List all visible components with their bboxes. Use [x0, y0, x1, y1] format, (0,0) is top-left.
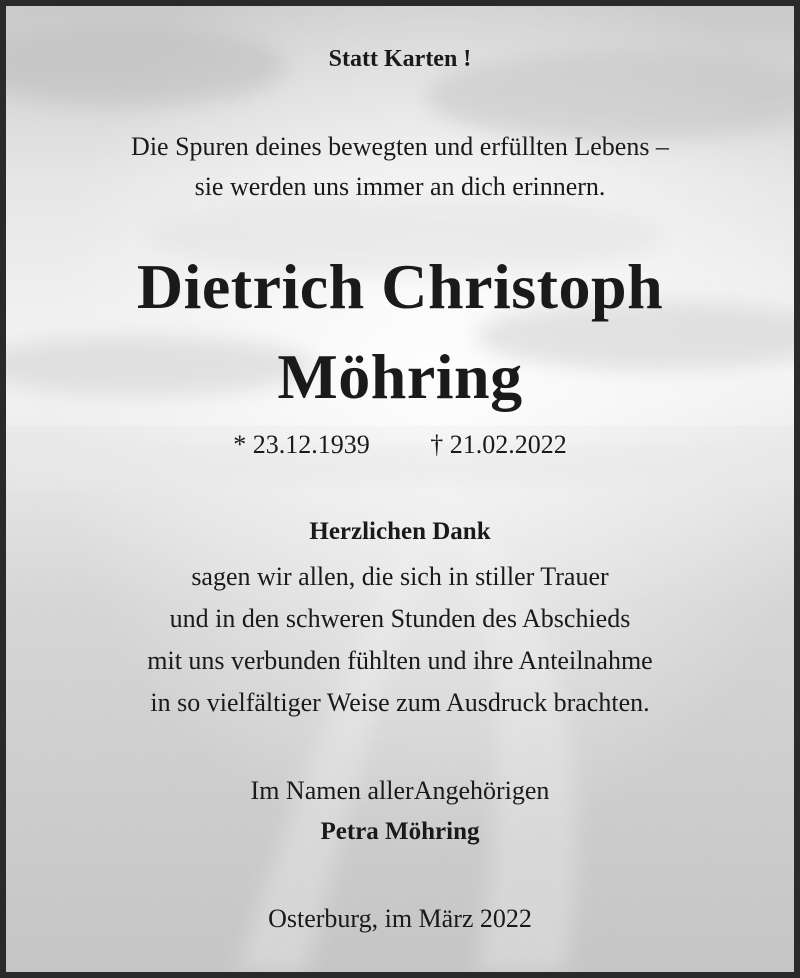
thanks-line-2: und in den schweren Stunden des Abschieds	[169, 604, 631, 633]
thanks-line-3: mit uns verbunden fühlten und ihre Anteilnahme	[147, 646, 653, 675]
deceased-name-last: Möhring	[277, 341, 523, 412]
motto-line-1: Die Spuren deines bewegten und erfüllten Lebens –	[131, 132, 669, 161]
signature-name: Petra Möhring	[320, 818, 480, 845]
motto-line-2: sie werden uns immer an dich erinnern.	[194, 172, 606, 201]
birth-date: * 23.12.1939	[233, 430, 370, 459]
thanks-heading: Herzlichen Dank	[309, 518, 491, 545]
notice-header: Statt Karten !	[328, 46, 472, 72]
deceased-name-first: Dietrich Christoph	[136, 251, 664, 322]
thanks-line-4: in so vielfältiger Weise zum Ausdruck brachten.	[150, 688, 650, 717]
death-date: † 21.02.2022	[430, 430, 567, 459]
signature-intro: Im Namen allerAngehörigen	[250, 776, 550, 805]
thanks-line-1: sagen wir allen, die sich in stiller Trauer	[191, 562, 609, 591]
life-dates	[6, 430, 794, 460]
notice-text	[6, 6, 794, 972]
place-and-date: Osterburg, im März 2022	[268, 904, 532, 933]
